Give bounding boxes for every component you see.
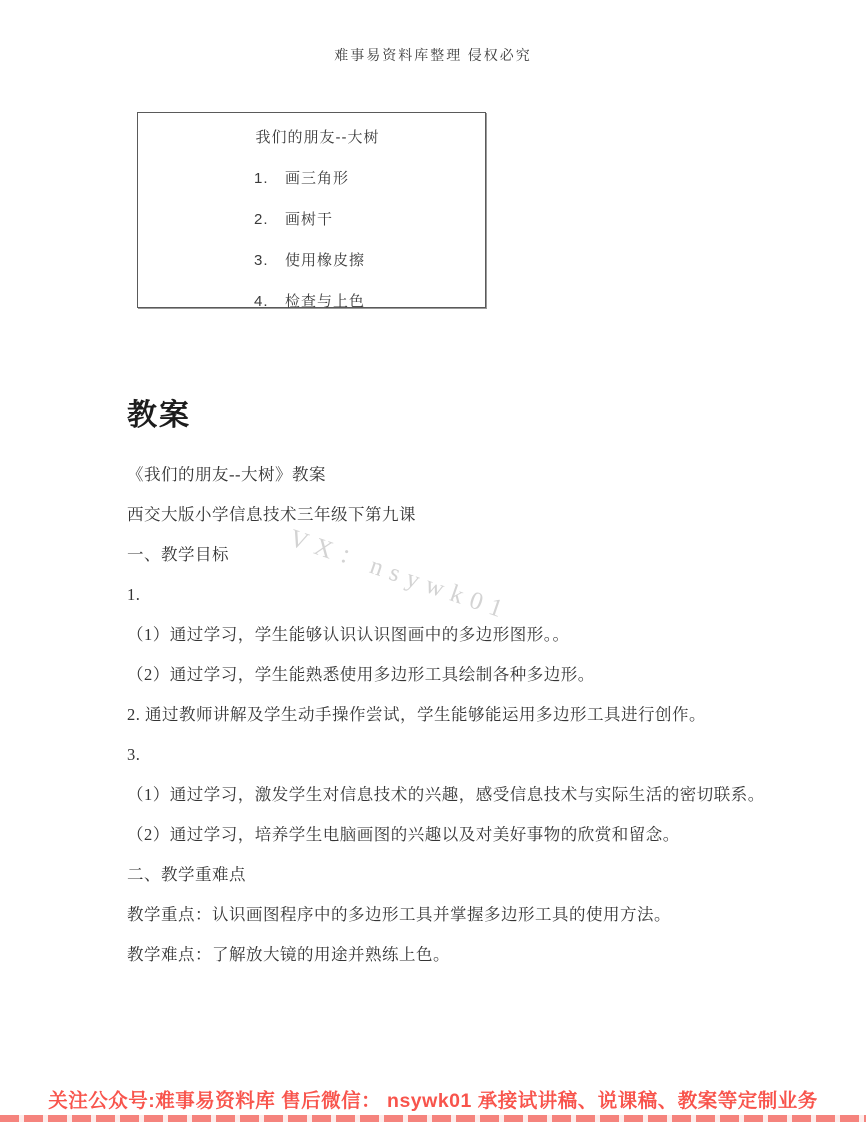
page-title: 教案 <box>127 399 191 432</box>
para-section-2-heading: 二、教学重难点 <box>127 865 246 884</box>
diagonal-watermark: VX：nsywk01 <box>285 524 514 626</box>
outline-item-number: 4. <box>254 293 269 310</box>
outline-item-2 <box>138 208 485 229</box>
outline-item-number: 3. <box>254 252 269 269</box>
para-objective-3-sub-1: （1）通过学习，激发学生对信息技术的兴趣，感受信息技术与实际生活的密切联系。 <box>127 785 765 804</box>
para-objective-2: 2. 通过教师讲解及学生动手操作尝试，学生能够能运用多边形工具进行创作。 <box>127 705 706 724</box>
para-teaching-key-point: 教学重点：认识画图程序中的多边形工具并掌握多边形工具的使用方法。 <box>127 905 671 924</box>
outline-item-1 <box>138 167 485 188</box>
outline-title: 我们的朋友--大树 <box>255 129 380 146</box>
outline-item-number: 2. <box>254 211 269 228</box>
outline-item-3 <box>138 249 485 270</box>
outline-item-label: 画树干 <box>285 211 334 228</box>
header-watermark-note: 难事易资料库整理 侵权必究 <box>334 49 532 64</box>
para-lesson-title: 《我们的朋友--大树》教案 <box>127 465 326 484</box>
para-objective-3-sub-2: （2）通过学习，培养学生电脑画图的兴趣以及对美好事物的欣赏和留念。 <box>127 825 680 844</box>
footer-decorative-strip <box>0 1115 866 1122</box>
outline-item-label: 画三角形 <box>285 170 350 187</box>
para-objective-1-sub-2: （2）通过学习，学生能熟悉使用多边形工具绘制各种多边形。 <box>127 665 595 684</box>
footer-promo-text: 关注公众号:难事易资料库 售后微信： nsywk01 承接试讲稿、说课稿、教案等定制业务 <box>48 1090 818 1112</box>
lesson-plan-body <box>127 398 779 980</box>
para-textbook-info: 西交大版小学信息技术三年级下第九课 <box>127 505 416 524</box>
para-teaching-difficult-point: 教学难点：了解放大镜的用途并熟练上色。 <box>127 945 450 964</box>
lesson-outline-box <box>137 112 486 308</box>
outline-item-4 <box>138 290 485 311</box>
para-objective-3: 3. <box>127 745 141 764</box>
outline-item-number: 1. <box>254 170 269 187</box>
outline-item-label: 检查与上色 <box>285 293 366 310</box>
para-section-1-heading: 一、教学目标 <box>127 545 229 564</box>
para-objective-1: 1. <box>127 585 141 604</box>
outline-item-label: 使用橡皮擦 <box>285 252 366 269</box>
para-objective-1-sub-1: （1）通过学习，学生能够认识认识图画中的多边形图形。。 <box>127 625 570 644</box>
